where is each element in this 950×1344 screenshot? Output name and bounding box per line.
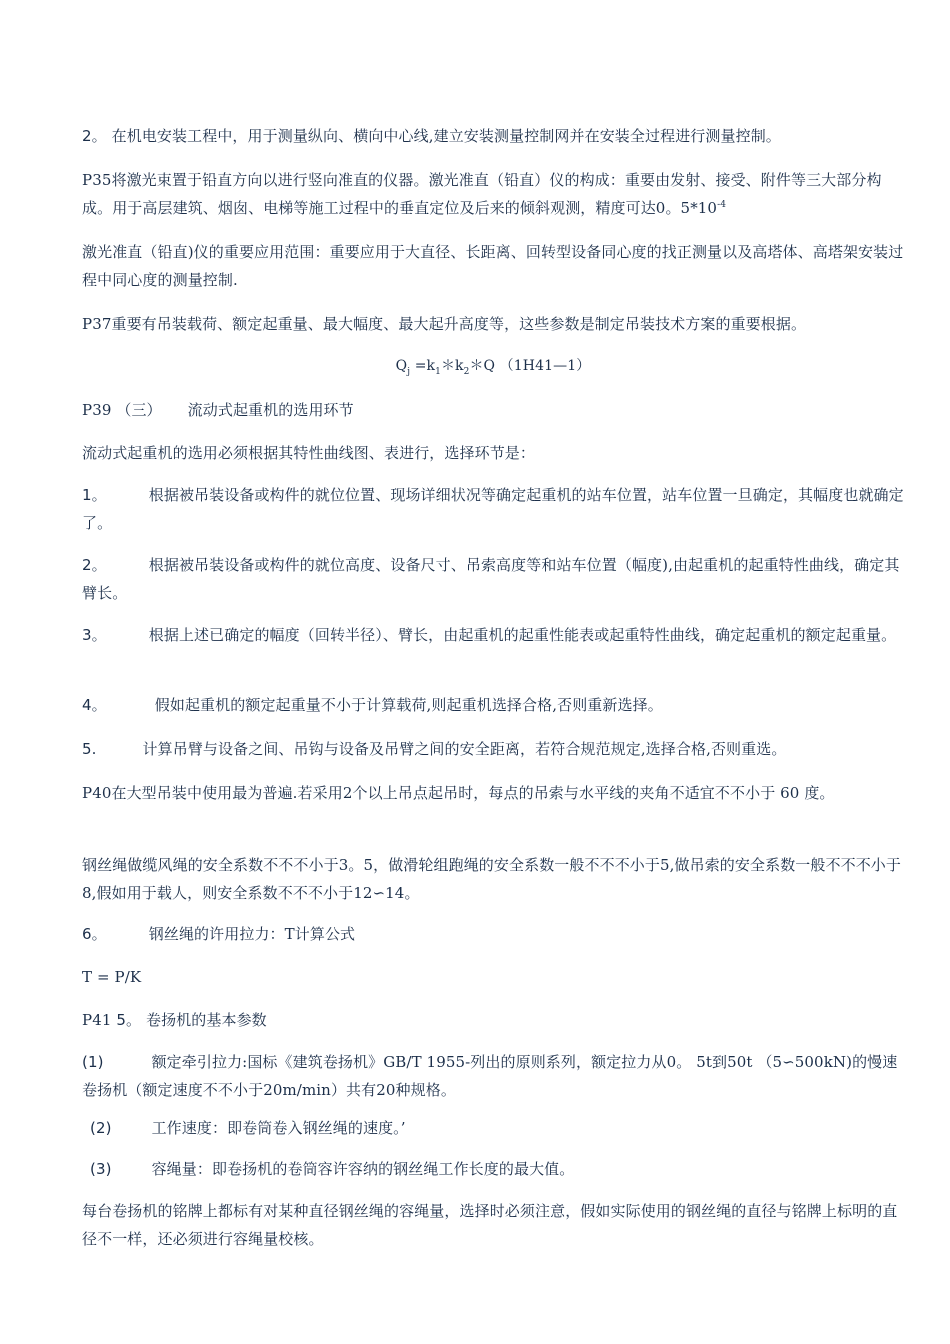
paragraph-text: 容绳量：即卷扬机的卷筒容许容纳的钢丝绳工作长度的最大值。	[151, 1160, 575, 1178]
formula-load	[82, 352, 904, 380]
formula-part: ＊Q （1H41—1）	[469, 358, 591, 374]
paragraph-text: P40在大型吊装中使用最为普遍.若采用2个以上吊点起吊时，每点的吊索与水平线的夹角不适宜不不小于 60 度。	[82, 784, 835, 802]
paragraph-text: 根据被吊装设备或构件的就位位置、现场详细状况等确定起重机的站车位置，站车位置一旦确定，其幅度也就确定了。	[82, 486, 904, 532]
paragraph-2	[82, 122, 904, 150]
item-number: 4。	[82, 696, 107, 714]
paragraph-nameplate	[82, 1197, 904, 1253]
paragraph-selection-intro	[82, 439, 904, 467]
item-number: 2。	[82, 127, 107, 145]
item-number: 1。	[82, 486, 107, 504]
winch-param-3	[90, 1155, 912, 1183]
formula-part: Q	[395, 358, 408, 374]
section-title: 卷扬机的基本参数	[145, 1011, 267, 1029]
formula-part: ＊k	[440, 358, 464, 374]
paragraph-text: P37重要有吊装载荷、额定起重量、最大幅度、最大起升高度等，这些参数是制定吊装技术方案的重要根据。	[82, 315, 807, 333]
paragraph-text: 根据上述已确定的幅度（回转半径）、臂长，由起重机的起重性能表或起重特性曲线，确定起重机的额定起重量。	[148, 626, 897, 644]
paragraph-text: 根据被吊装设备或构件的就位高度、设备尺寸、吊索高度等和站车位置（幅度),由起重机的起重特性曲线，确定其臂长。	[82, 556, 900, 602]
paragraph-text: 钢丝绳的许用拉力：T计算公式	[148, 925, 356, 943]
step-2	[82, 551, 904, 607]
paragraph-text: 每台卷扬机的铭牌上都标有对某种直径钢丝绳的容绳量，选择时必须注意，假如实际使用的钢丝绳的直径与铭牌上标明的直径不一样，还必须进行容绳量校核。	[82, 1202, 898, 1248]
formula-tension	[82, 963, 904, 991]
item-number: 5.	[82, 740, 97, 758]
winch-param-1	[82, 1048, 904, 1104]
paragraph-text: 额定牵引拉力:国标《建筑卷扬机》GB/T 1955-列出的原则系列，额定拉力从0。 5t到50t （5∽500kN)的慢速卷扬机（额定速度不不小于20m/min）共有20种规格。	[82, 1053, 898, 1099]
paragraph-text: 钢丝绳做缆风绳的安全系数不不不小于3。5，做滑轮组跑绳的安全系数一般不不不小于5,做吊索的安全系数一般不不不小于8,假如用于载人，则安全系数不不不小于12∽14。	[82, 856, 902, 902]
step-6	[82, 920, 904, 948]
item-number: 5。	[116, 1011, 142, 1029]
step-4	[82, 691, 904, 719]
paragraph-text: 工作速度：即卷筒卷入钢丝绳的速度。’	[151, 1119, 406, 1137]
formula-subscript: 2	[463, 366, 470, 377]
paragraph-p41	[82, 1006, 904, 1034]
item-number: 3。	[82, 626, 107, 644]
paragraph-p40	[82, 779, 904, 807]
paragraph-p37	[82, 310, 904, 338]
item-number: (2)	[90, 1119, 112, 1137]
paragraph-text: 激光准直（铅直)仪的重要应用范围：重要应用于大直径、长距离、回转型设备同心度的找正测量以及高塔体、高塔架安装过程中同心度的测量控制.	[82, 243, 904, 289]
formula-part: =k	[414, 358, 436, 374]
paragraph-text: 在机电安装工程中，用于测量纵向、横向中心线,建立安装测量控制网并在安装全过程进行测量控制。	[111, 127, 781, 145]
step-1	[82, 481, 904, 537]
paragraph-text: 假如起重机的额定起重量不小于计算载荷,则起重机选择合格,否则重新选择。	[154, 696, 663, 714]
item-number: (3)	[90, 1160, 112, 1178]
exponent: -4	[717, 200, 727, 210]
formula-subscript: j	[407, 366, 411, 377]
formula-subscript: 1	[435, 366, 441, 377]
formula-text: T = P/K	[82, 968, 142, 986]
winch-param-2	[90, 1114, 912, 1142]
section-ref: P41	[82, 1011, 112, 1029]
item-number: 6。	[82, 925, 107, 943]
paragraph-laser-usage	[82, 238, 904, 294]
paragraph-rope-safety	[82, 851, 904, 907]
item-number: (1)	[82, 1053, 104, 1071]
paragraph-p39	[82, 396, 904, 424]
section-ref: P39 （三）	[82, 401, 162, 419]
step-3	[82, 621, 904, 649]
section-title: 流动式起重机的选用环节	[187, 401, 354, 419]
paragraph-p35	[82, 166, 904, 222]
paragraph-text: 流动式起重机的选用必须根据其特性曲线图、表进行，选择环节是：	[82, 444, 536, 462]
paragraph-text: P35将激光束置于铅直方向以进行竖向准直的仪器。激光准直（铅直）仪的构成：重要由发射、接受、附件等三大部分构成。用于高层建筑、烟囱、电梯等施工过程中的垂直定位及后来的倾斜观测，精度可达0。5*10	[82, 171, 882, 217]
paragraph-text: 计算吊臂与设备之间、吊钩与设备及吊臂之间的安全距离，若符合规范规定,选择合格,否则重选。	[142, 740, 787, 758]
item-number: 2。	[82, 556, 107, 574]
step-5	[82, 735, 904, 763]
